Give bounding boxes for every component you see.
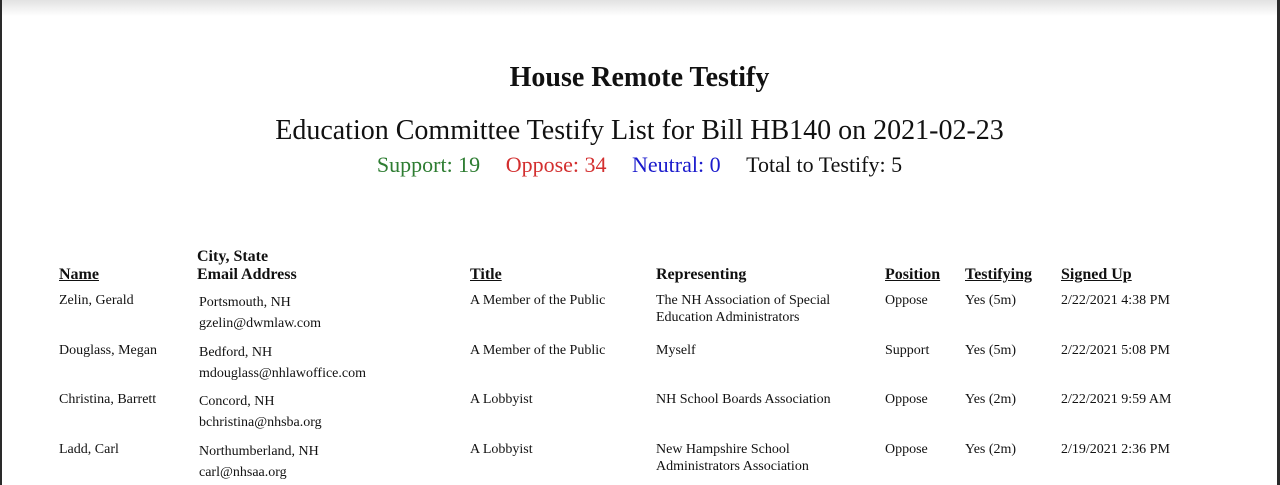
cell-position: Oppose [885,392,928,407]
cell-testifying: Yes (5m) [965,343,1017,358]
header-testifying: Testifying [965,266,1032,283]
cell-representing: NH School Boards Association [656,392,831,407]
header-position: Position [885,266,941,283]
cell-testifying: Yes (2m) [965,442,1017,457]
cell-title: A Member of the Public [470,293,606,308]
page-title: House Remote Testify [509,62,770,93]
header-name: Name [59,266,99,283]
cell-representing-cont: Administrators Association [656,459,809,474]
cell-signed-up: 2/22/2021 5:08 PM [1061,343,1170,358]
cell-signed-up: 2/19/2021 2:36 PM [1061,442,1170,457]
document-page [2,0,1277,485]
cell-testifying: Yes (2m) [965,392,1017,407]
header-signed-up: Signed Up [1061,266,1132,283]
cell-city: Northumberland, NH [199,444,319,459]
cell-representing-cont: Education Administrators [656,310,800,325]
header-city-state: City, State [197,248,269,265]
cell-position: Support [885,343,930,358]
cell-position: Oppose [885,442,928,457]
cell-city: Concord, NH [199,394,275,409]
total-testify-count: Total to Testify: 5 [746,152,903,177]
neutral-count: Neutral: 0 [632,152,721,177]
cell-name: Ladd, Carl [59,442,119,457]
cell-city: Portsmouth, NH [199,295,291,310]
header-title: Title [470,266,502,283]
cell-representing: Myself [656,343,696,358]
oppose-count: Oppose: 34 [505,152,607,177]
cell-representing: The NH Association of Special [656,293,831,308]
cell-name: Christina, Barrett [59,392,157,407]
cell-title: A Lobbyist [470,442,533,457]
testify-stats [2,150,1277,180]
cell-title: A Lobbyist [470,392,533,407]
cell-signed-up: 2/22/2021 9:59 AM [1061,392,1172,407]
cell-email: gzelin@dwmlaw.com [199,316,322,331]
cell-position: Oppose [885,293,928,308]
cell-name: Douglass, Megan [59,343,157,358]
cell-email: carl@nhsaa.org [199,465,287,480]
cell-title: A Member of the Public [470,343,606,358]
cell-email: bchristina@nhsba.org [199,415,322,430]
cell-representing: New Hampshire School [656,442,790,457]
page-subtitle: Education Committee Testify List for Bill HB140 on 2021-02-23 [275,115,1004,146]
cell-signed-up: 2/22/2021 4:38 PM [1061,293,1170,308]
cell-testifying: Yes (5m) [965,293,1017,308]
header-email: Email Address [197,266,297,283]
cell-name: Zelin, Gerald [59,293,134,308]
cell-email: mdouglass@nhlawoffice.com [199,366,366,381]
support-count: Support: 19 [376,152,481,177]
cell-city: Bedford, NH [199,345,273,360]
header-representing: Representing [656,266,747,283]
top-shadow [2,0,1277,16]
